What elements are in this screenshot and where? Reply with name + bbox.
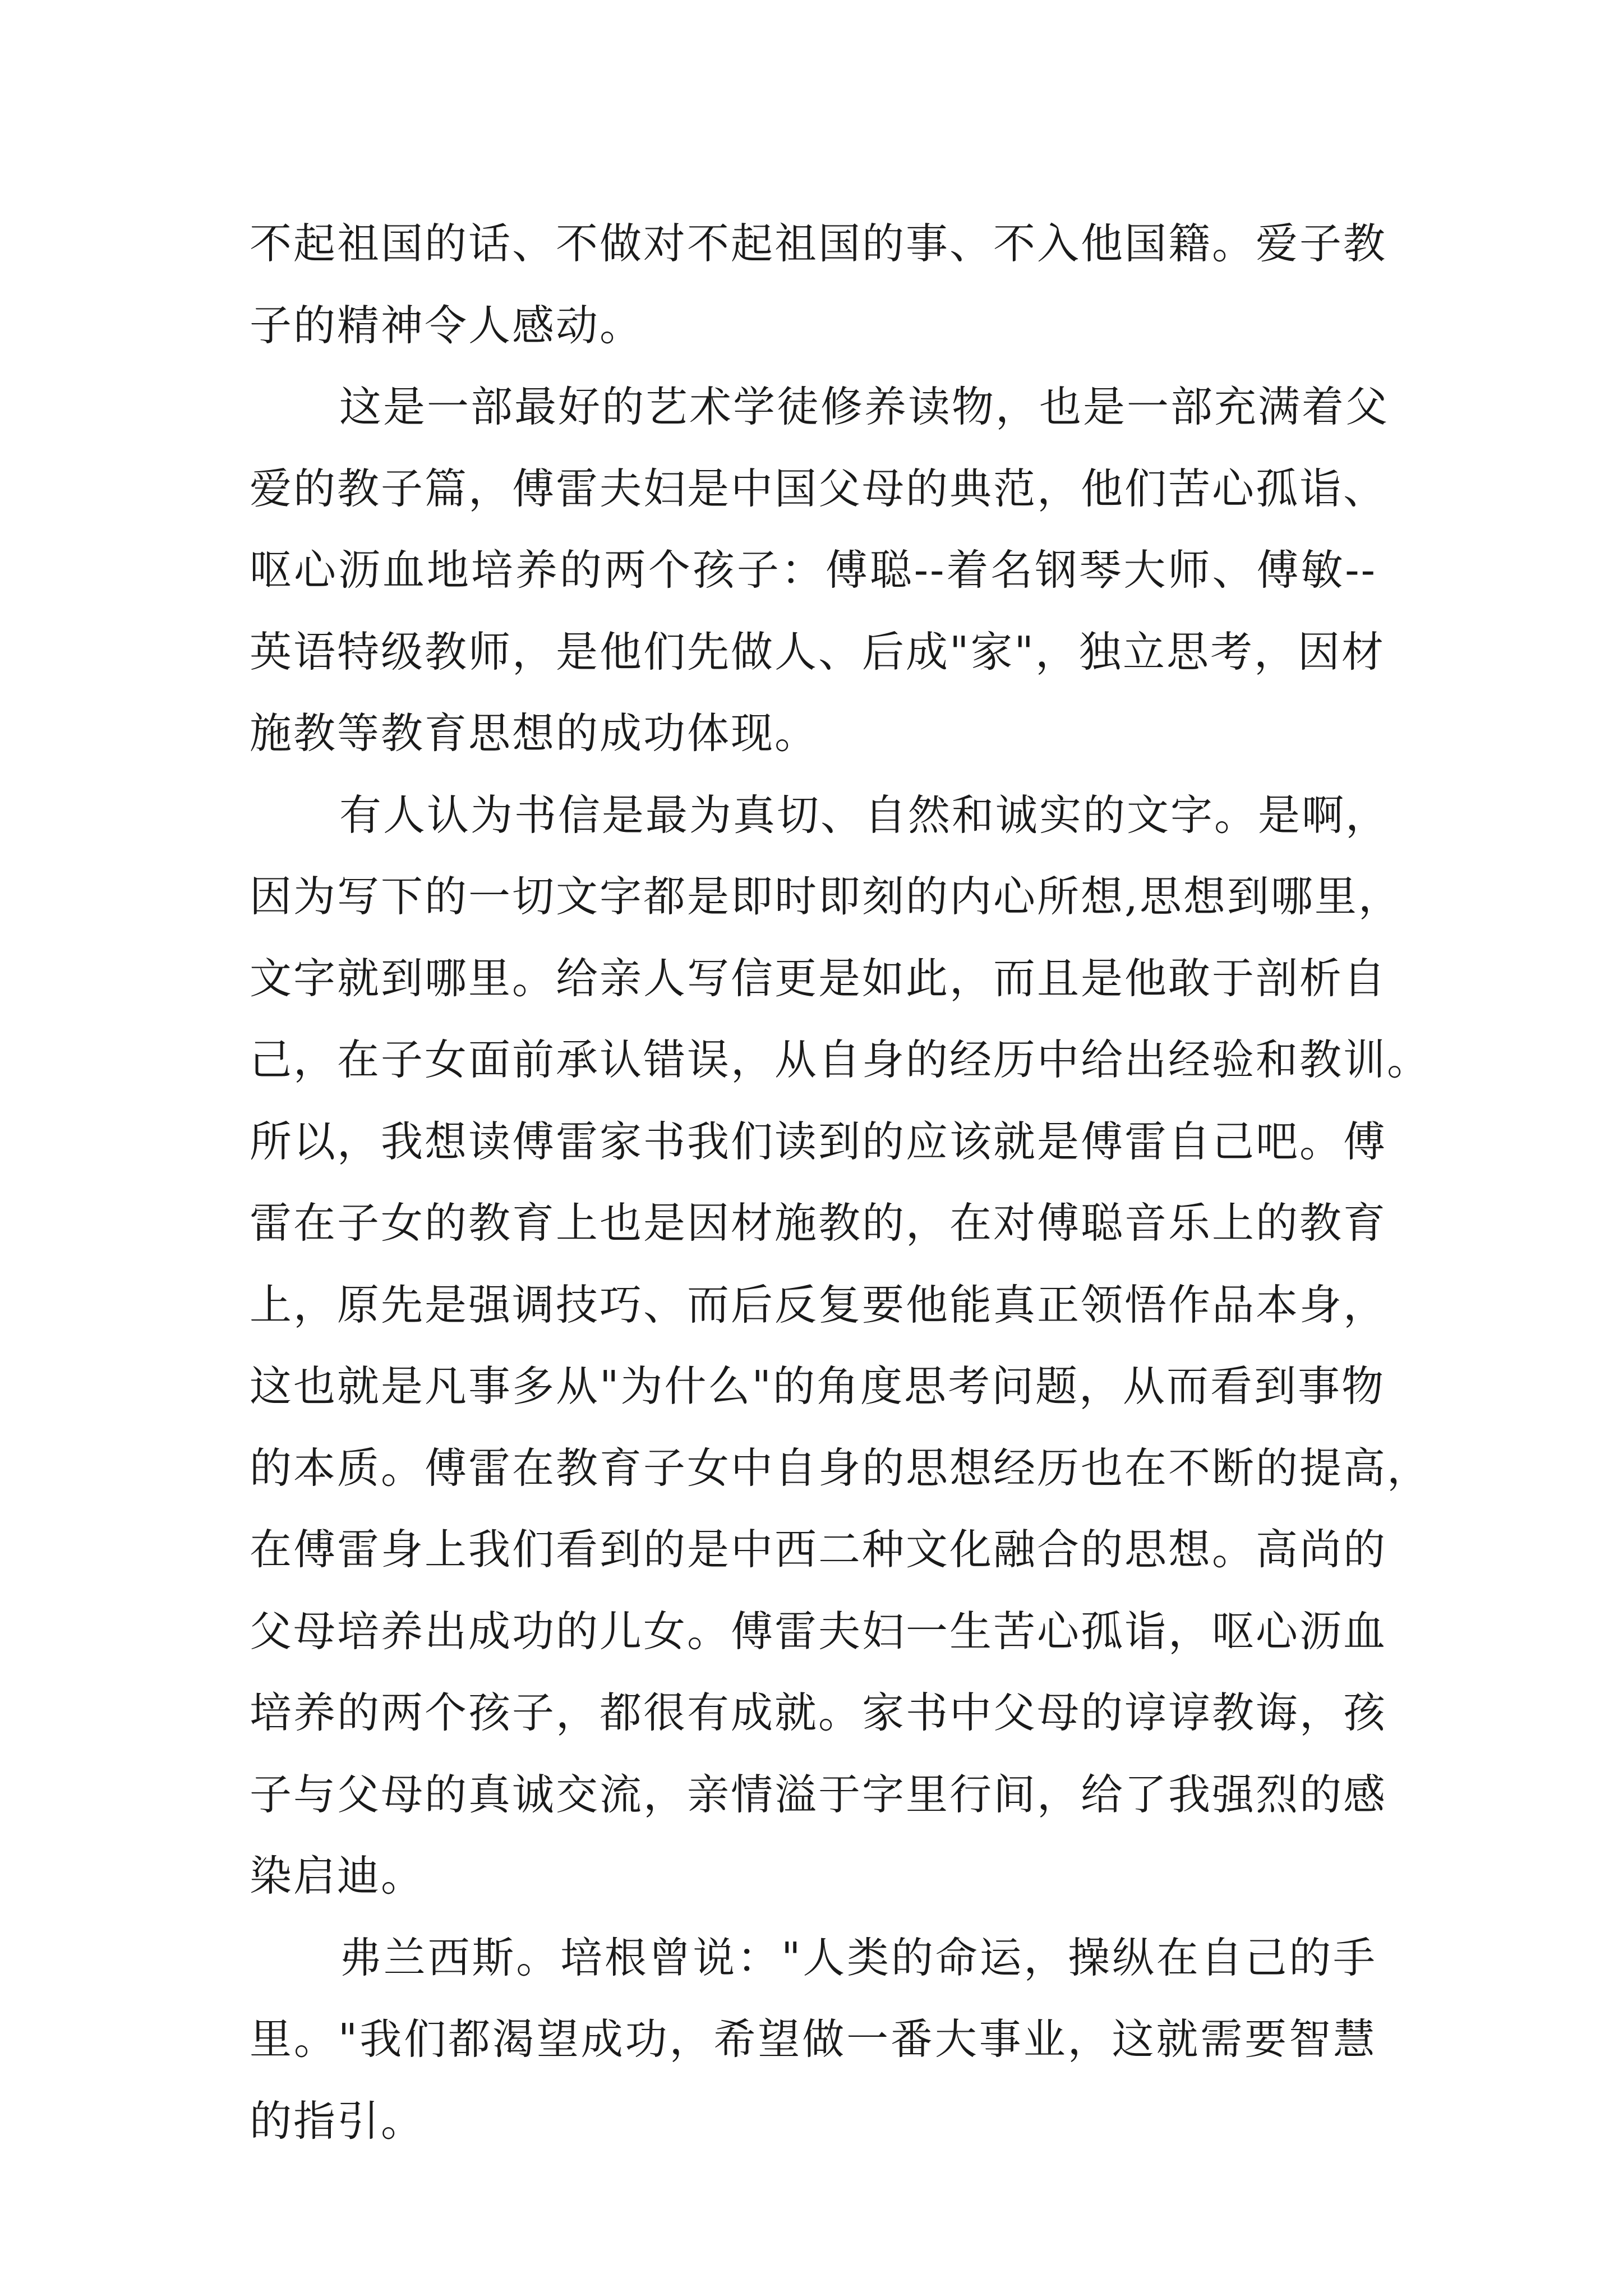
text-line: 雷在子女的教育上也是因材施教的，在对傅聪音乐上的教育 — [250, 1198, 1387, 1248]
text-line: 不起祖国的话、不做对不起祖国的事、不入他国籍。爱子教 — [250, 219, 1387, 268]
text-line: 英语特级教师，是他们先做人、后成"家"，独立思考，因材 — [250, 627, 1385, 677]
text-line: 这也就是凡事多从"为什么"的角度思考问题，从而看到事物 — [250, 1361, 1385, 1411]
text-line: 弗兰西斯。培根曾说："人类的命运，操纵在自己的手 — [339, 1932, 1377, 1982]
text-line: 有人认为书信是最为真切、自然和诚实的文字。是啊， — [339, 790, 1390, 840]
body-text — [250, 203, 1431, 2162]
text-line: 呕心沥血地培养的两个孩子：傅聪--着名钢琴大师、傅敏-- — [250, 545, 1377, 595]
text-line: 施教等教育思想的成功体现。 — [250, 708, 819, 758]
text-line: 的本质。傅雷在教育子女中自身的思想经历也在不断的提高， — [250, 1443, 1431, 1493]
text-line: 上，原先是强调技巧、而后反复要他能真正领悟作品本身， — [250, 1280, 1387, 1329]
text-line: 在傅雷身上我们看到的是中西二种文化融合的思想。高尚的 — [250, 1525, 1387, 1574]
text-line: 染启迪。 — [250, 1851, 425, 1901]
text-line: 因为写下的一切文字都是即时即刻的内心所想,思想到哪里， — [250, 872, 1402, 921]
text-line: 爱的教子篇，傅雷夫妇是中国父母的典范，他们苦心孤诣、 — [250, 463, 1387, 513]
text-line: 培养的两个孩子，都很有成就。家书中父母的谆谆教诲，孩 — [250, 1688, 1387, 1737]
text-line: 父母培养出成功的儿女。傅雷夫妇一生苦心孤诣，呕心沥血 — [250, 1606, 1387, 1656]
text-line: 里。"我们都渴望成功，希望做一番大事业，这就需要智慧 — [250, 2014, 1377, 2064]
text-line: 己，在子女面前承认错误，从自身的经历中给出经验和教训。 — [250, 1035, 1431, 1084]
text-line: 子与父母的真诚交流，亲情溢于字里行间，给了我强烈的感 — [250, 1769, 1387, 1819]
text-line: 这是一部最好的艺术学徒修养读物，也是一部充满着父 — [339, 382, 1390, 431]
text-line: 文字就到哪里。给亲人写信更是如此，而且是他敢于剖析自 — [250, 953, 1387, 1003]
text-line: 子的精神令人感动。 — [250, 300, 644, 350]
text-line: 所以，我想读傅雷家书我们读到的应该就是傅雷自己吧。傅 — [250, 1116, 1387, 1166]
text-line: 的指引。 — [250, 2096, 425, 2146]
